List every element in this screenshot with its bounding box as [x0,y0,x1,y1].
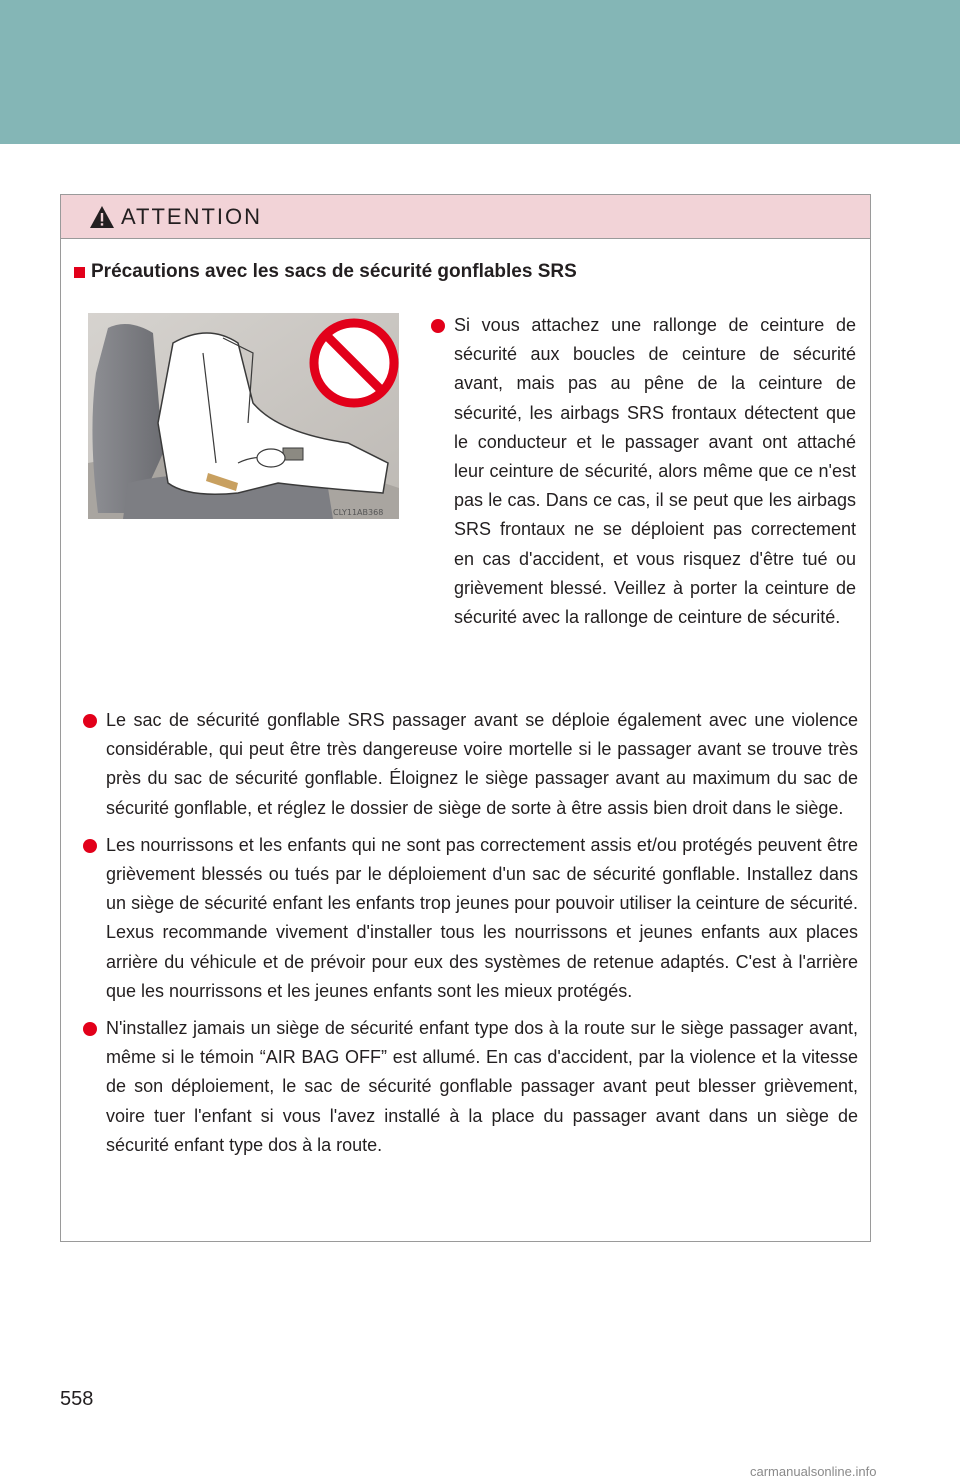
bullet-dot-icon [431,319,445,333]
attention-title: ATTENTION [121,203,263,229]
illustration-code: CLY11AB368 [333,508,384,517]
side-bullet-text: Si vous attachez une rallonge de ceinture de sécurité aux boucles de ceinture de sécurité avant, mais pas au pêne de la ceinture de sécurité, les airbags SRS frontaux détectent que le conducteur et le passager avant ont attaché leur ceinture de sécurité, alors même que ce n'est pas le cas. Dans ce cas, il se peut que les airbags SRS frontaux ne se déploient pas correctement en cas d'accident, et vous risquez d'être tué ou grièvement blessé. Veillez à porter la ceinture de sécurité avec la rallonge de ceinture de sécurité. [454,315,856,628]
side-bullet [431,311,856,632]
list-item [83,831,858,1006]
watermark: carmanualsonline.info [750,1464,877,1479]
warning-triangle-icon [89,205,115,229]
list-item-text: N'installez jamais un siège de sécurité enfant type dos à la route sur le siège passager avant, même si le témoin “AIR BAG OFF” est allumé. En cas d'accident, par la violence et la vitesse de son déploiement, le sac de sécurité gonflable passager avant peut blesser grièvement, voire tuer l'enfant si vous l'avez installé à la place du passager avant dans un siège de sécurité enfant type dos à la route. [106,1018,858,1155]
list-item-text: Les nourrissons et les enfants qui ne sont pas correctement assis et/ou protégés peuvent être grièvement blessés ou tués par le déploiement d'un sac de sécurité gonflable. Installez dans un siège de sécurité enfant les enfants trop jeunes pour pouvoir utiliser la ceinture de sécurité. Lexus recommande vivement d'installer tous les nourrissons et jeunes enfants aux places arrière du véhicule et de prévoir pour eux des systèmes de retenue adaptés. C'est à l'arrière que les nourrissons et les jeunes enfants sont les mieux protégés. [106,834,858,1001]
bullet-list [83,706,858,1168]
list-item [83,1014,858,1160]
header-band [0,0,960,144]
section-heading-text: Précautions avec les sacs de sécurité gonflables SRS [91,261,577,282]
page-number: 558 [60,1388,94,1410]
bullet-dot-icon [83,714,97,728]
bullet-dot-icon [83,1022,97,1036]
list-item [83,706,858,823]
list-item-text: Le sac de sécurité gonflable SRS passager avant se déploie également avec une violence considérable, qui peut être très dangereuse voire mortelle si le passager avant se trouve très près du sac de sécurité gonflable. Éloignez le siège passager avant au maximum du sac de sécurité gonflable, et réglez le dossier de siège de sorte à être assis bien droit dans le siège. [106,710,858,818]
square-bullet-icon [74,267,85,278]
attention-header [61,195,870,239]
section-heading [74,261,577,283]
seatbelt-extender-illustration [88,313,399,519]
bullet-dot-icon [83,839,97,853]
attention-box [60,194,871,1242]
